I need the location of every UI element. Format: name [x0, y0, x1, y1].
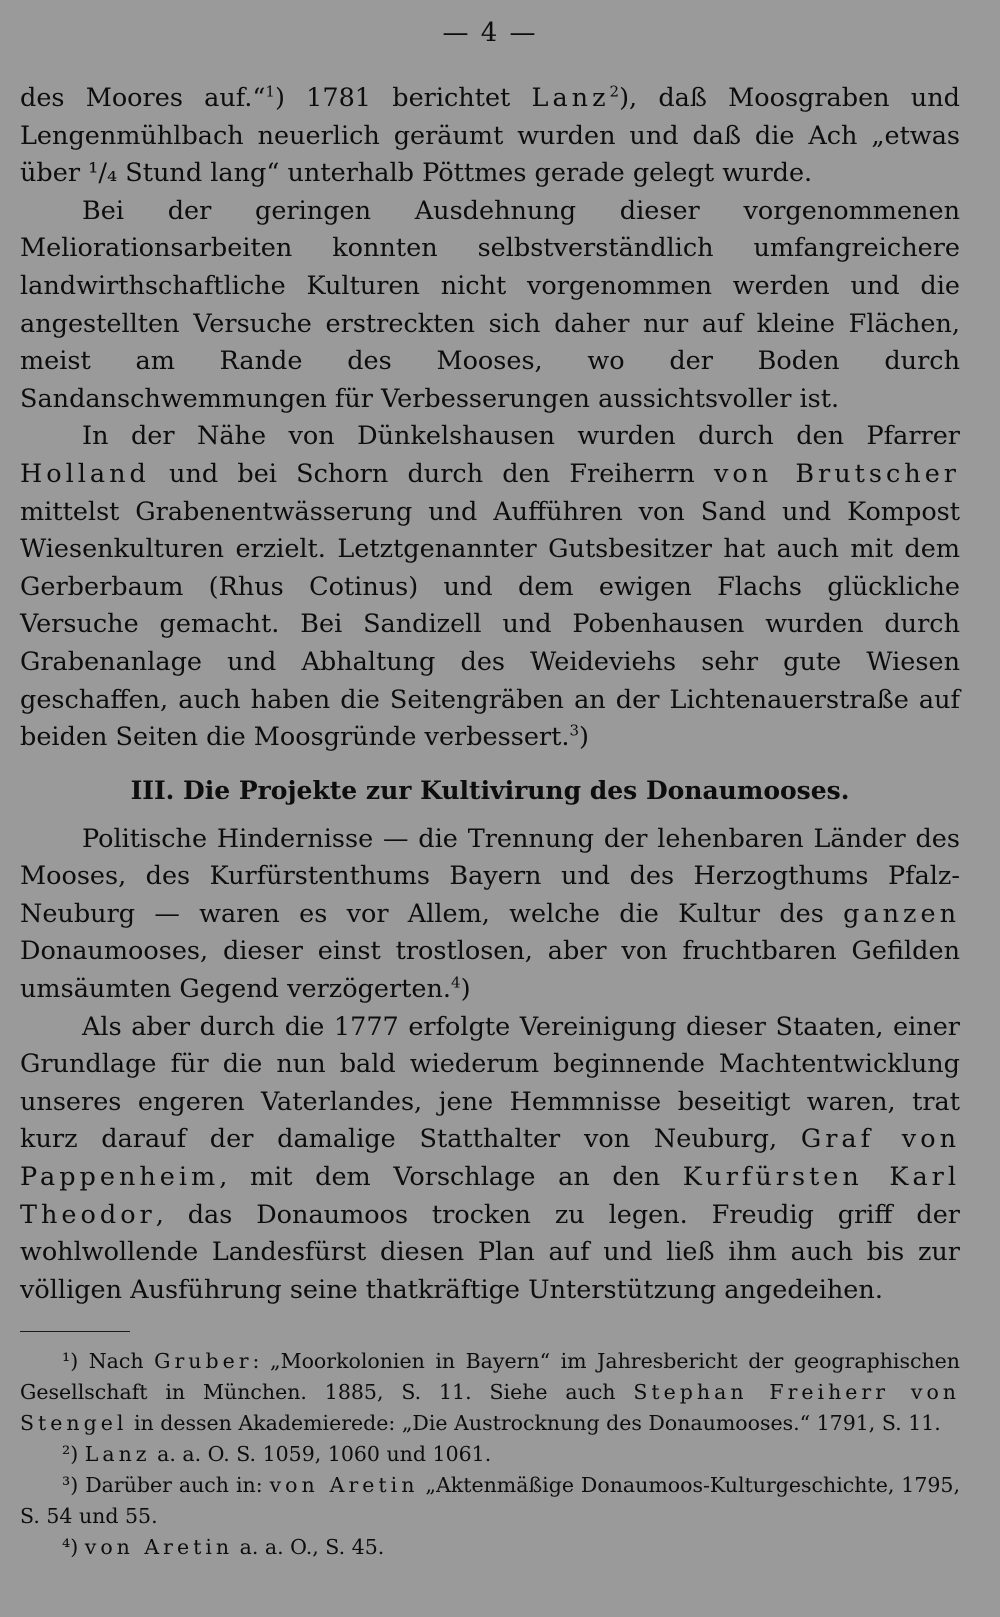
paragraph-4: [20, 821, 960, 1009]
text-run: ): [579, 722, 589, 753]
name-aretin: von Aretin: [269, 1473, 419, 1498]
name-stengel: Stephan Freiherr von Stengel: [20, 1380, 961, 1436]
text-run: Politische Hindernisse — die Trennung der lehenbaren Länder des Mooses, des Kurfürstenthums Bayern und des Herzogthums Pfalz-Neuburg — waren es vor Allem, welche die Kultur des: [20, 823, 960, 929]
footnote-marker: 3: [569, 721, 580, 740]
text-run: Darüber auch in:: [85, 1473, 270, 1498]
name-lanz: Lanz: [84, 1442, 151, 1467]
page-number: — 4 —: [442, 18, 538, 48]
footnote-1: [20, 1346, 960, 1439]
text-run: : „Moorkolonien in Bayern“ im Jahresbericht der geographischen Gesellschaft in München. 1885, S. 11. Siehe auch: [20, 1349, 960, 1405]
name-pappenheim: Graf von Pappenheim: [20, 1124, 960, 1193]
document-page: [20, 18, 960, 1563]
footnote-number: ⁴): [62, 1535, 85, 1560]
text-run: ) 1781 berichtet: [274, 83, 532, 113]
footnote-number: ²): [62, 1442, 85, 1467]
emphasis-ganzen: ganzen: [843, 898, 960, 929]
text-run: des Moores auf.“: [20, 83, 266, 113]
footnote-4: [20, 1532, 960, 1563]
name-karl-theodor: Kurfürsten Karl Theodor: [20, 1162, 960, 1230]
text-run: a. a. O., S. 45.: [233, 1535, 385, 1560]
footnote-marker: 2: [609, 82, 620, 101]
name-lanz: Lanz: [531, 83, 610, 113]
paragraph-3: [20, 418, 960, 756]
paragraph-5: [20, 1009, 960, 1310]
footnote-number: ¹): [62, 1349, 89, 1374]
text-run: in dessen Akademierede: „Die Austrocknung des Donaumooses.“ 1791, S. 11.: [127, 1411, 941, 1436]
paragraph-1: [20, 80, 960, 193]
section-heading: III. Die Projekte zur Kultivirung des Donaumooses.: [130, 775, 850, 805]
text-run: „Aktenmäßige Donaumoos-Kulturgeschichte, 1795, S. 54 und 55.: [20, 1473, 960, 1529]
footnote-number: ³): [62, 1473, 86, 1498]
text-run: , mit dem Vorschlage an den: [219, 1162, 683, 1193]
text-run: und bei Schorn durch den Freiherrn: [149, 458, 714, 489]
text-run: ): [460, 974, 471, 1005]
footnote-2: [20, 1439, 960, 1470]
text-run: , das Donaumoos trocken zu legen. Freudig griff der wohlwollende Landesfürst diesen Plan auf und ließ ihm auch bis zur völligen Ausführung seine thatkräftige Unterstützung angedeihen.: [20, 1199, 960, 1305]
text-run: In der Nähe von Dünkelshausen wurden durch den Pfarrer: [82, 421, 960, 452]
name-aretin: von Aretin: [84, 1535, 234, 1560]
footnote-marker: 1: [265, 82, 275, 101]
text-run: a. a. O. S. 1059, 1060 und 1061.: [150, 1442, 492, 1467]
name-gruber: Gruber: [154, 1349, 253, 1374]
footnote-3: [20, 1470, 960, 1532]
text-run: Als aber durch die 1777 erfolgte Vereinigung dieser Staaten, einer Grundlage für die nun bald wiederum beginnende Machtentwicklung unseres engeren Vaterlandes, jene Hemmnisse beseitigt waren, trat kurz darauf der damalige Statthalter von Neuburg,: [20, 1011, 960, 1155]
text-run: ), daß Moosgraben und Lengenmühlbach neuerlich geräumt wurden und daß die Ach „etwas über ¹/₄ Stund lang“ unterhalb Pöttmes gerade gelegt wurde.: [20, 83, 960, 189]
text-run: Donaumooses, dieser einst trostlosen, aber von fruchtbaren Gefilden umsäumten Gegend verzögerten.: [20, 936, 960, 1005]
footnote-marker: 4: [451, 973, 461, 992]
text-run: mittelst Grabenentwässerung und Aufführen von Sand und Kompost Wiesenkulturen erzielt. Letztgenannter Gutsbesitzer hat auch mit dem Gerberbaum (Rhus Cotinus) und dem ewigen Flachs glückliche Versuche gemacht. Bei Sandizell und Pobenhausen wurden durch Grabenanlage und Abhaltung des Weideviehs sehr gute Wiesen geschaffen, auch haben die Seitengräben an der Lichtenauerstraße auf beiden Seiten die Moosgründe verbessert.: [20, 496, 960, 753]
footnote-divider: [20, 1331, 130, 1332]
text-run: Nach: [88, 1349, 155, 1374]
paragraph-2: Bei der geringen Ausdehnung dieser vorgenommenen Meliorationsarbeiten konnten selbstverständlich umfangreichere landwirthschaftliche Kulturen nicht vorgenommen werden und die angestellten Versuche erstreckten sich daher nur auf kleine Flächen, meist am Rande des Mooses, wo der Boden durch Sandanschwemmungen für Verbesserungen aussichtsvoller ist.: [20, 195, 960, 414]
name-holland: Holland: [20, 458, 150, 489]
name-brutscher: von Brutscher: [713, 458, 960, 489]
